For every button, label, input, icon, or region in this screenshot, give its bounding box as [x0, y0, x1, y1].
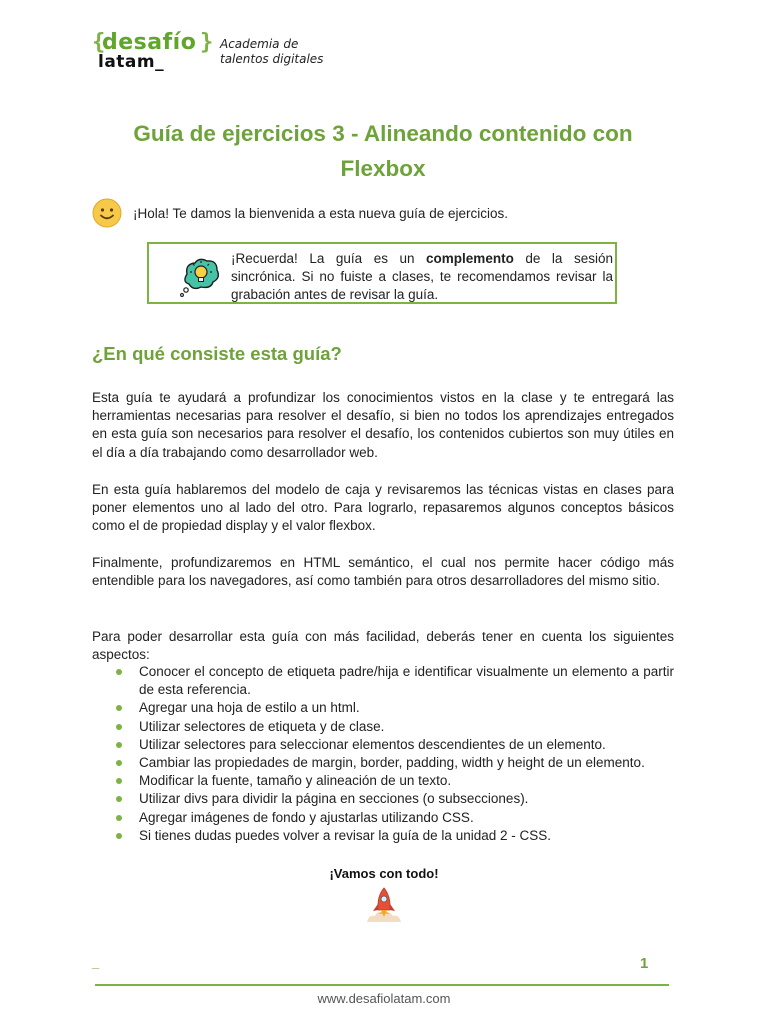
- page-number: 1: [640, 955, 649, 972]
- rocket-icon: [363, 884, 405, 926]
- reminder-box: [147, 242, 617, 304]
- bullet-dot: [116, 796, 122, 802]
- requirements-list: [92, 663, 674, 845]
- list-item: [92, 736, 674, 754]
- welcome-text: ¡Hola! Te damos la bienvenida a esta nueva guía de ejercicios.: [133, 206, 508, 221]
- paragraph-intro: Esta guía te ayudará a profundizar los conocimientos vistos en la clase y te entregará las herramientas necesarias para resolver el desafío, si bien no todos los aprendizajes entregados en esta guía son necesarios para resolver el desafío, los contenidos cubiertos son muy útiles en el día a día trabajando como desarrollador web.: [92, 390, 674, 460]
- page-title: [92, 116, 674, 186]
- list-item: [92, 663, 674, 699]
- footer-url[interactable]: www.desafiolatam.com: [317, 991, 451, 1006]
- footer-divider: [95, 984, 669, 986]
- list-item-text: Cambiar las propiedades de margin, border, padding, width y height de un elemento.: [139, 755, 645, 771]
- lightbulb-idea-icon: [179, 254, 223, 298]
- logo-wordmark: desafío: [102, 30, 197, 55]
- bullet-dot: [116, 705, 122, 711]
- list-item-text: Conocer el concepto de etiqueta padre/hija e identificar visualmente un elemento a partir de esta referencia.: [139, 664, 674, 698]
- paragraph-box-model: En esta guía hablaremos del modelo de caja y revisaremos las técnicas vistas en clases para poner elementos uno al lado del otro. Para lograrlo, repasaremos algunos conceptos básicos como el de propiedad display y el valor flexbox.: [92, 482, 674, 534]
- list-item: [92, 809, 674, 827]
- reminder-text: [231, 250, 613, 304]
- list-item-text: Si tienes dudas puedes volver a revisar la guía de la unidad 2 - CSS.: [139, 827, 551, 843]
- list-item-text: Agregar una hoja de estilo a un html.: [139, 700, 360, 716]
- list-item: [92, 772, 674, 790]
- list-item-text: Utilizar selectores de etiqueta y de clase.: [139, 718, 385, 734]
- logo-close-brace: }: [200, 30, 214, 55]
- list-item: [92, 790, 674, 808]
- bullet-dot: [116, 724, 122, 730]
- logo-tagline: [220, 37, 323, 67]
- footer-dash: _: [92, 955, 100, 970]
- list-item-text: Agregar imágenes de fondo y ajustarlas utilizando CSS.: [139, 809, 474, 825]
- closing-text: ¡Vamos con todo!: [329, 866, 439, 881]
- list-item-text: Utilizar divs para dividir la página en secciones (o subsecciones).: [139, 791, 529, 807]
- paragraph-requirements: Para poder desarrollar esta guía con más facilidad, deberás tener en cuenta los siguientes aspectos:: [92, 629, 674, 663]
- list-item-text: Utilizar selectores para seleccionar elementos descendientes de un elemento.: [139, 736, 606, 752]
- list-item: [92, 718, 674, 736]
- bullet-dot: [116, 778, 122, 784]
- bullet-dot: [116, 669, 122, 675]
- title-line-1: Guía de ejercicios 3 - Alineando contenido con: [133, 121, 633, 146]
- bullet-dot: [116, 760, 122, 766]
- paragraph-semantic-html: Finalmente, profundizaremos en HTML semántico, el cual nos permite hacer código más entendible para los navegadores, así como también para otros desarrolladores del mismo sitio.: [92, 555, 674, 589]
- reminder-text-end: de la sesión sincrónica. Si no fuiste a clases, te recomendamos revisar la grabación antes de revisar la guía.: [231, 251, 613, 302]
- brand-logo: [92, 30, 352, 74]
- tagline-line-2: talentos digitales: [220, 52, 324, 66]
- bullet-dot: [116, 833, 122, 839]
- title-line-2: Flexbox: [340, 156, 426, 181]
- smile-icon: [92, 198, 122, 228]
- reminder-text-bold: complemento: [426, 251, 514, 266]
- reminder-text-start: ¡Recuerda! La guía es un: [231, 251, 427, 266]
- bullet-dot: [116, 815, 122, 821]
- section-heading: ¿En qué consiste esta guía?: [92, 343, 342, 364]
- bullet-dot: [116, 742, 122, 748]
- list-item: [92, 827, 674, 845]
- list-item-text: Modificar la fuente, tamaño y alineación de un texto.: [139, 773, 452, 789]
- list-item: [92, 754, 674, 772]
- list-item: [92, 699, 674, 717]
- logo-open-brace: {: [92, 30, 106, 55]
- logo-subword: latam_: [98, 52, 165, 72]
- tagline-line-1: Academia de: [220, 37, 299, 51]
